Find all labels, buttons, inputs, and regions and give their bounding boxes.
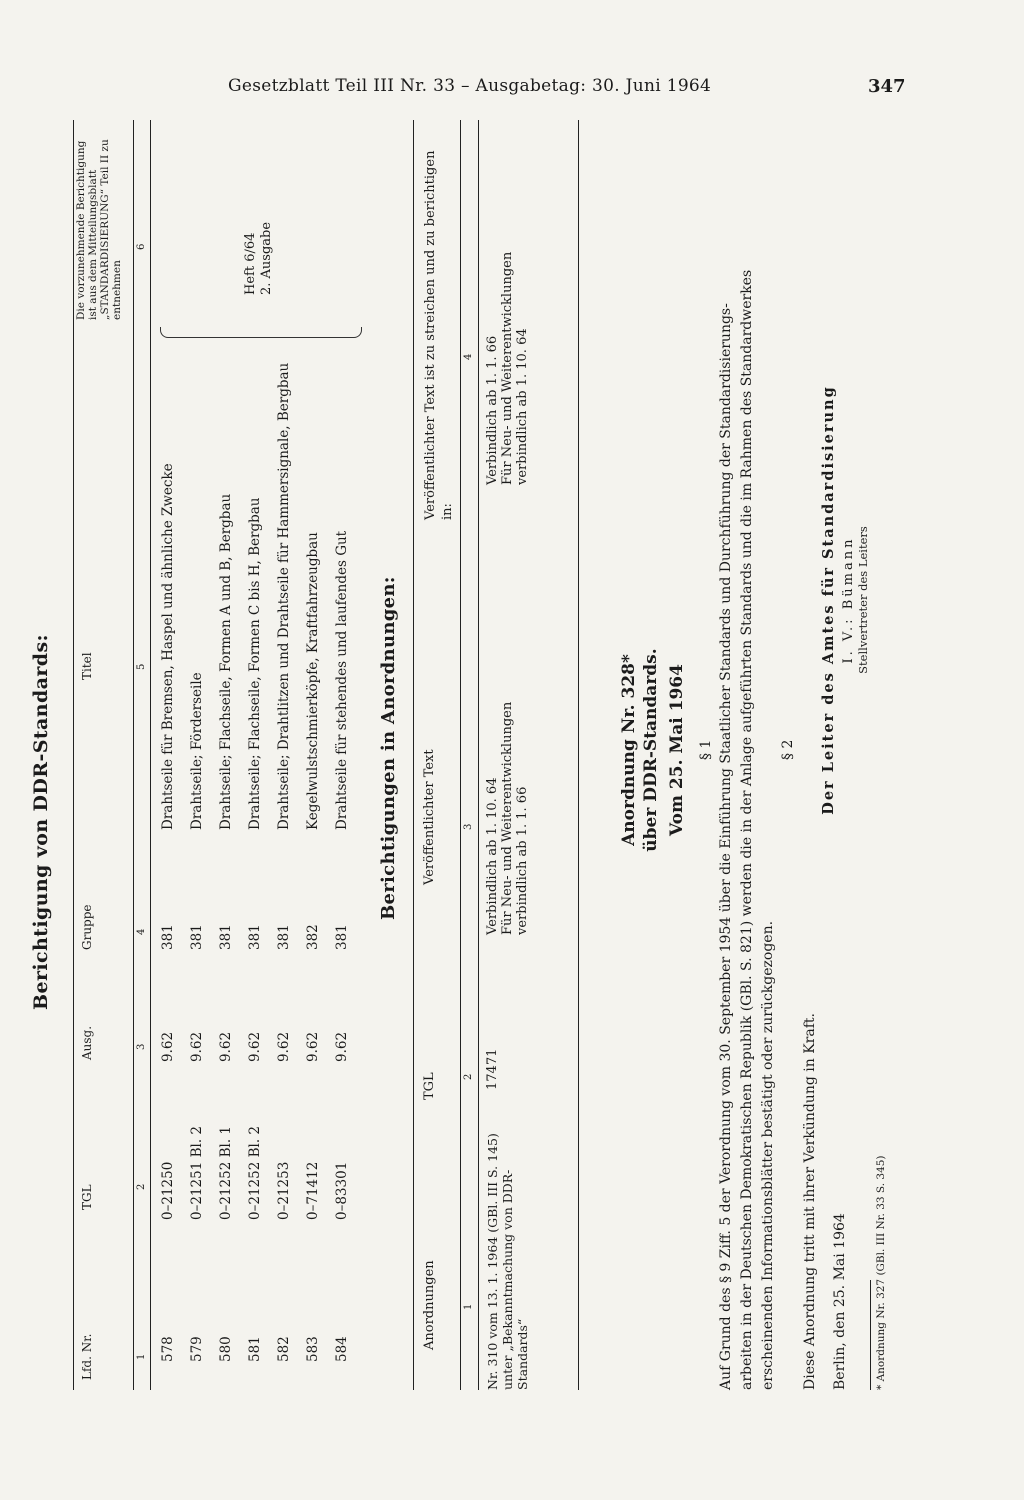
col-number-3: 3	[136, 1043, 147, 1050]
row-578-gruppe: 381	[160, 924, 176, 950]
corr-col-header-tgl: TGL	[422, 1072, 437, 1100]
anordnung-title-line-1: Anordnung Nr. 328*	[619, 654, 639, 846]
paragraph-1-line-1: Auf Grund des § 9 Ziff. 5 der Verordnung vom 30. September 1954 über die Einführung Staatlicher Standards und Durchführung der Standardisierungs-	[718, 303, 734, 1390]
row-581-nr: 581	[247, 1336, 263, 1362]
row-582-gruppe: 381	[276, 924, 292, 950]
corrections-top-rule	[413, 120, 414, 1390]
row-580-gruppe: 381	[218, 924, 234, 950]
col-number-2: 2	[136, 1183, 147, 1190]
footnote: * Anordnung Nr. 327 (GBl. III Nr. 33 S. 345)	[875, 1155, 887, 1390]
col-header-tgl: TGL	[80, 1184, 94, 1210]
signature-name: I. V.: Bümann	[841, 536, 856, 664]
header-title: Gesetzblatt Teil III Nr. 33 – Ausgabetag: 30. Juni 1964	[228, 76, 712, 96]
signature-office: Der Leiter des Amtes für Standardisierung	[820, 385, 837, 815]
page-number: 347	[868, 76, 906, 97]
corr-number-rule	[478, 120, 479, 1390]
corr-anordnung	[485, 1133, 530, 1390]
row-583-gruppe: 382	[305, 924, 321, 950]
corr-berichtigung	[485, 252, 530, 485]
corr-col-number-2: 2	[463, 1073, 474, 1080]
corr-col-header-berichtigung: Veröffentlichter Text ist zu streichen und zu berichtigen in:	[423, 150, 455, 520]
row-579-titel: Drahtseile; Förderseile	[189, 672, 205, 830]
row-580-nr: 580	[218, 1336, 234, 1362]
col-header-berichtigung: Die vorzunehmende Berichtigung ist aus dem Mitteilungsblatt „STANDARDISIERUNG“ Teil II zu entnehmen	[75, 139, 123, 320]
corr-col-number-4: 4	[463, 353, 474, 360]
row-583-titel: Kegelwulstschmierköpfe, Kraftfahrzeugbau	[305, 532, 321, 830]
paragraph-1-line-2: arbeiten in der Deutschen Demokratischen Republik (GBl. S. 821) werden die in der Anlage aufgeführten Standards und die im Rahmen des Standardwerkes	[739, 269, 755, 1390]
corr-berichtigung-line-2: Für Neu- und Weiterentwicklungen	[500, 251, 515, 485]
row-580-ausg: 9.62	[218, 1031, 234, 1062]
col-number-6: 6	[136, 243, 147, 250]
col-number-4: 4	[136, 928, 147, 935]
standards-heading: Berichtigung von DDR-Standards:	[30, 634, 52, 1010]
row-584-nr: 584	[334, 1336, 350, 1362]
row-582-titel: Drahtseile; Drahtlitzen und Drahtseile für Hammersignale, Bergbau	[276, 362, 292, 830]
row-583-ausg: 9.62	[305, 1031, 321, 1062]
row-581-tgl: 0–21252 Bl. 2	[247, 1126, 263, 1220]
row-584-titel: Drahtseile für stehendes und laufendes Gut	[334, 530, 350, 830]
corrections-bottom-rule	[578, 120, 579, 1390]
corr-tgl: 17471	[485, 1048, 500, 1090]
corr-anordnung-line-1: Nr. 310 vom 13. 1. 1964 (GBl. III S. 145)	[485, 1133, 500, 1390]
corr-anordnung-line-3: Standards“	[515, 1318, 530, 1390]
row-583-tgl: 0–71412	[305, 1161, 321, 1220]
row-584-gruppe: 381	[334, 924, 350, 950]
row-579-ausg: 9.62	[189, 1031, 205, 1062]
row-580-titel: Drahtseile; Flachseile, Formen A und B, Bergbau	[218, 493, 234, 830]
anordnung-title	[618, 610, 688, 890]
signature-title: Stellvertreter des Leiters	[856, 526, 870, 674]
corr-text	[485, 702, 530, 935]
header-rule	[133, 120, 134, 1390]
paragraph-1	[716, 120, 779, 1390]
page-header	[0, 70, 1024, 110]
row-582-ausg: 9.62	[276, 1031, 292, 1062]
col-header-ausg: Ausg.	[80, 1025, 94, 1060]
anordnung-title-line-3: Vom 25. Mai 1964	[667, 664, 687, 836]
paragraph-1-line-3: erscheinenden Informationsblätter bestätigt oder zurückgezogen.	[760, 920, 776, 1390]
corr-text-line-2: Für Neu- und Weiterentwicklungen	[500, 701, 515, 935]
corr-text-line-1: Verbindlich ab 1. 10. 64	[485, 777, 500, 935]
col-header-nr: Lfd. Nr.	[80, 1333, 94, 1380]
row-578-nr: 578	[160, 1336, 176, 1362]
corr-header-rule	[460, 120, 461, 1390]
corr-col-number-1: 1	[463, 1303, 474, 1310]
brace-note-line-2: 2. Ausgabe	[259, 221, 274, 295]
rotated-content	[30, 120, 910, 1390]
section-2-marker: § 2	[780, 739, 796, 760]
date-line: Berlin, den 25. Mai 1964	[832, 1213, 848, 1390]
corr-col-header-text: Veröffentlichter Text	[422, 749, 437, 885]
table-top-rule	[73, 120, 74, 1390]
paragraph-2: Diese Anordnung tritt mit ihrer Verkündung in Kraft.	[802, 1013, 818, 1390]
corr-col-header-anordnungen: Anordnungen	[422, 1260, 437, 1350]
row-578-ausg: 9.62	[160, 1031, 176, 1062]
footnote-rule	[870, 1280, 871, 1390]
rows-brace	[160, 327, 362, 338]
anordnung-title-line-2: über DDR-Standards.	[641, 648, 661, 852]
row-584-ausg: 9.62	[334, 1031, 350, 1062]
row-578-tgl: 0–21250	[160, 1161, 176, 1220]
row-581-ausg: 9.62	[247, 1031, 263, 1062]
corr-berichtigung-line-3: verbindlich ab 1. 10. 64	[515, 328, 530, 485]
row-579-gruppe: 381	[189, 924, 205, 950]
row-581-gruppe: 381	[247, 924, 263, 950]
row-582-nr: 582	[276, 1336, 292, 1362]
col-number-1: 1	[136, 1353, 147, 1360]
corrections-heading: Berichtigungen in Anordnungen:	[378, 576, 399, 920]
row-581-titel: Drahtseile; Flachseile, Formen C bis H, Bergbau	[247, 497, 263, 830]
row-579-tgl: 0–21251 Bl. 2	[189, 1126, 205, 1220]
brace-note-line-1: Heft 6/64	[243, 232, 258, 295]
row-580-tgl: 0–21252 Bl. 1	[218, 1126, 234, 1220]
row-584-tgl: 0–83301	[334, 1161, 350, 1220]
section-1-marker: § 1	[698, 739, 714, 760]
col-header-titel: Titel	[80, 652, 94, 680]
corr-berichtigung-line-1: Verbindlich ab 1. 1. 66	[485, 335, 500, 485]
corr-text-line-3: verbindlich ab 1. 1. 66	[515, 786, 530, 935]
col-header-gruppe: Gruppe	[80, 904, 94, 950]
corr-anordnung-line-2: unter „Bekanntmachung von DDR-	[500, 1169, 515, 1390]
row-583-nr: 583	[305, 1336, 321, 1362]
row-582-tgl: 0–21253	[276, 1161, 292, 1220]
col-number-5: 5	[136, 663, 147, 670]
row-579-nr: 579	[189, 1336, 205, 1362]
number-rule	[150, 120, 151, 1390]
signature-block	[820, 360, 870, 840]
brace-note	[243, 222, 275, 295]
row-578-titel: Drahtseile für Bremsen, Haspel und ähnliche Zwecke	[160, 463, 176, 830]
corr-col-number-3: 3	[463, 823, 474, 830]
